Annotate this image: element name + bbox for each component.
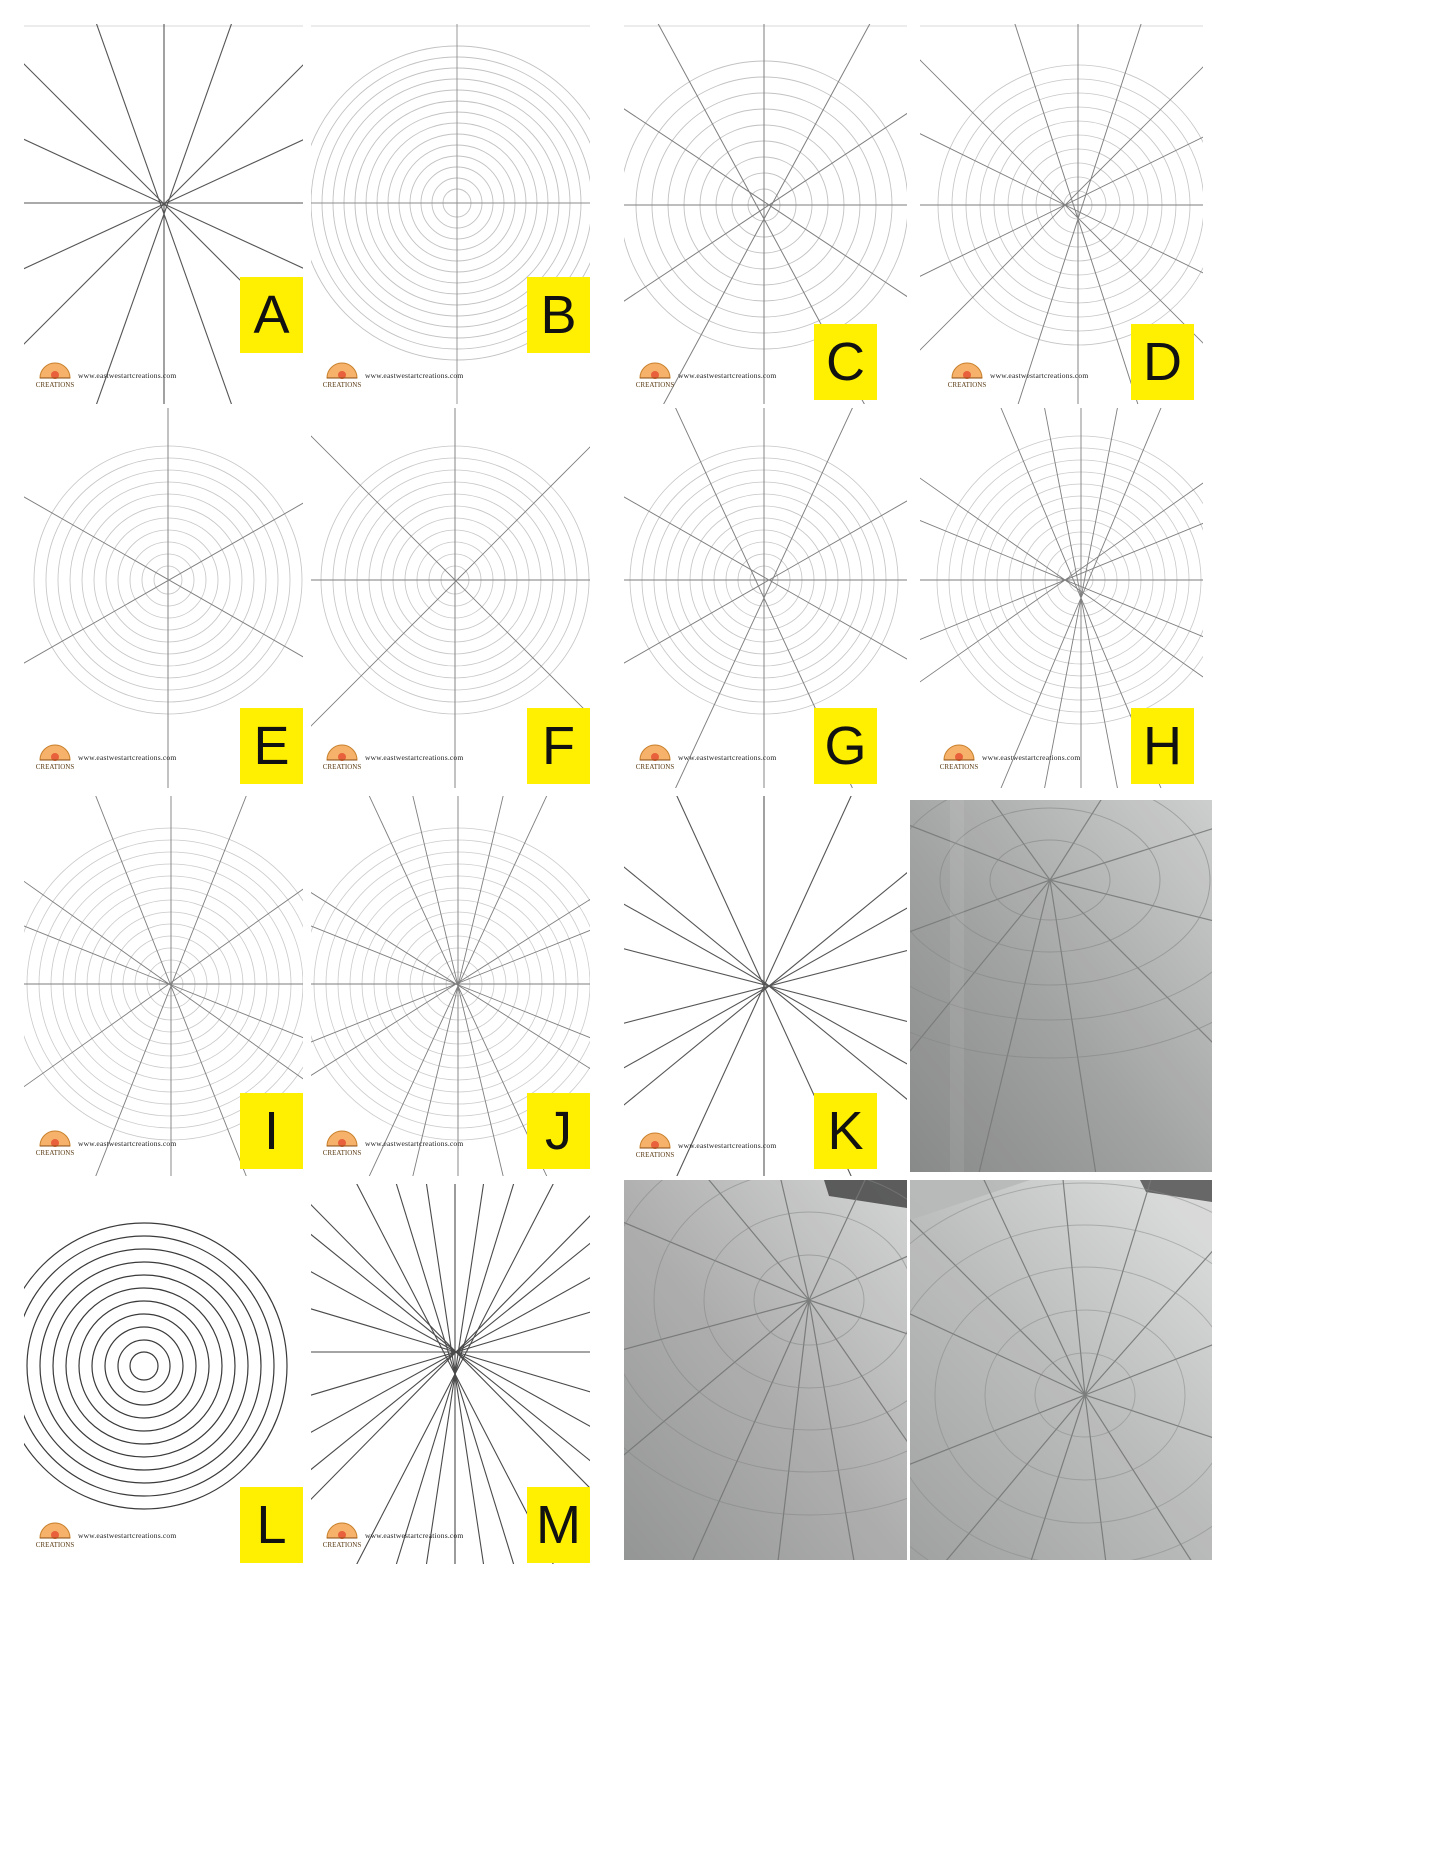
credit-url: www.eastwestartcreations.com <box>365 1530 464 1540</box>
panel-label-L: L <box>240 1487 303 1563</box>
credit-L <box>36 1520 176 1550</box>
eastwest-art-creations-logo <box>636 1130 674 1160</box>
credit-C <box>636 360 776 390</box>
credit-K <box>636 1130 776 1160</box>
credit-D <box>948 360 1088 390</box>
panel-F[interactable] <box>311 408 590 788</box>
panel-label-A: A <box>240 277 303 353</box>
svg-text:CREATIONS: CREATIONS <box>323 1149 361 1157</box>
photo-2-image <box>624 1180 907 1560</box>
panel-G[interactable] <box>624 408 907 788</box>
eastwest-art-creations-logo <box>323 1520 361 1550</box>
panel-D[interactable] <box>920 24 1203 404</box>
svg-text:CREATIONS: CREATIONS <box>36 381 74 389</box>
credit-A <box>36 360 176 390</box>
svg-text:CREATIONS: CREATIONS <box>36 1149 74 1157</box>
credit-url: www.eastwestartcreations.com <box>678 1140 777 1150</box>
panel-photo-3[interactable] <box>910 1180 1212 1560</box>
svg-text:CREATIONS: CREATIONS <box>36 763 74 771</box>
eastwest-art-creations-logo <box>323 742 361 772</box>
panel-label-B: B <box>527 277 590 353</box>
credit-M <box>323 1520 463 1550</box>
credit-url: www.eastwestartcreations.com <box>678 752 777 762</box>
panel-J[interactable] <box>311 796 590 1176</box>
credit-I <box>36 1128 176 1158</box>
panel-C[interactable] <box>624 24 907 404</box>
credit-G <box>636 742 776 772</box>
eastwest-art-creations-logo <box>36 742 74 772</box>
panel-label-M: M <box>527 1487 590 1563</box>
panel-label-D: D <box>1131 324 1194 400</box>
eastwest-art-creations-logo <box>940 742 978 772</box>
eastwest-art-creations-logo <box>36 360 74 390</box>
panel-I[interactable] <box>24 796 303 1176</box>
svg-text:CREATIONS: CREATIONS <box>323 381 361 389</box>
svg-text:CREATIONS: CREATIONS <box>323 1541 361 1549</box>
eastwest-art-creations-logo <box>636 742 674 772</box>
credit-url: www.eastwestartcreations.com <box>678 370 777 380</box>
panel-label-F: F <box>527 708 590 784</box>
panel-photo-1[interactable] <box>910 800 1212 1172</box>
svg-text:CREATIONS: CREATIONS <box>948 381 986 389</box>
svg-text:CREATIONS: CREATIONS <box>323 763 361 771</box>
credit-B <box>323 360 463 390</box>
credit-url: www.eastwestartcreations.com <box>78 1138 177 1148</box>
credit-url: www.eastwestartcreations.com <box>982 752 1081 762</box>
svg-text:CREATIONS: CREATIONS <box>636 381 674 389</box>
credit-url: www.eastwestartcreations.com <box>365 370 464 380</box>
panel-label-E: E <box>240 708 303 784</box>
eastwest-art-creations-logo <box>36 1128 74 1158</box>
panel-L[interactable] <box>24 1184 303 1564</box>
eastwest-art-creations-logo <box>36 1520 74 1550</box>
credit-F <box>323 742 463 772</box>
credit-url: www.eastwestartcreations.com <box>78 370 177 380</box>
panel-label-I: I <box>240 1093 303 1169</box>
svg-text:CREATIONS: CREATIONS <box>636 1151 674 1159</box>
panel-photo-2[interactable] <box>624 1180 907 1560</box>
panel-A[interactable] <box>24 24 303 404</box>
eastwest-art-creations-logo <box>636 360 674 390</box>
eastwest-art-creations-logo <box>323 1128 361 1158</box>
panel-B[interactable] <box>311 24 590 404</box>
credit-H <box>940 742 1080 772</box>
eastwest-art-creations-logo <box>323 360 361 390</box>
credit-E <box>36 742 176 772</box>
photo-3-image <box>910 1180 1212 1560</box>
credit-url: www.eastwestartcreations.com <box>365 752 464 762</box>
credit-J <box>323 1128 463 1158</box>
credit-url: www.eastwestartcreations.com <box>78 1530 177 1540</box>
panel-H[interactable] <box>920 408 1203 788</box>
svg-text:CREATIONS: CREATIONS <box>636 763 674 771</box>
panel-label-C: C <box>814 324 877 400</box>
panel-E[interactable] <box>24 408 303 788</box>
credit-url: www.eastwestartcreations.com <box>990 370 1089 380</box>
panel-label-J: J <box>527 1093 590 1169</box>
photo-1-image <box>910 800 1212 1172</box>
panel-label-G: G <box>814 708 877 784</box>
panel-label-K: K <box>814 1093 877 1169</box>
credit-url: www.eastwestartcreations.com <box>78 752 177 762</box>
svg-text:CREATIONS: CREATIONS <box>940 763 978 771</box>
panel-M[interactable] <box>311 1184 590 1564</box>
svg-text:CREATIONS: CREATIONS <box>36 1541 74 1549</box>
panel-K[interactable] <box>624 796 907 1176</box>
eastwest-art-creations-logo <box>948 360 986 390</box>
credit-url: www.eastwestartcreations.com <box>365 1138 464 1148</box>
panel-label-H: H <box>1131 708 1194 784</box>
